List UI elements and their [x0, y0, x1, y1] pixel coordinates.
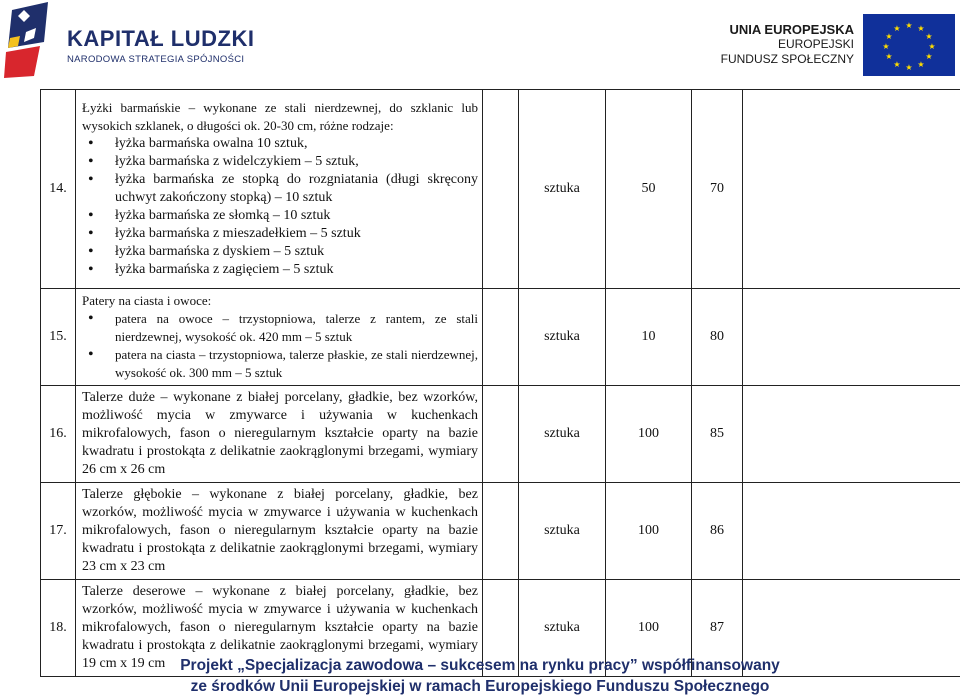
- empty-cell: [743, 386, 960, 483]
- unit-cell: sztuka: [519, 90, 606, 289]
- empty-cell: [483, 90, 519, 289]
- description-text: Patery na ciasta i owoce:: [82, 293, 212, 308]
- price-cell: 87: [692, 580, 743, 677]
- svg-text:★: ★: [917, 24, 925, 33]
- empty-cell: [743, 289, 960, 386]
- empty-cell: [483, 483, 519, 580]
- quantity-cell: 100: [606, 580, 692, 677]
- unit-cell: sztuka: [519, 289, 606, 386]
- quantity-cell: 50: [606, 90, 692, 289]
- price-cell: 86: [692, 483, 743, 580]
- row-number: 15.: [41, 289, 76, 386]
- item-description: [76, 483, 483, 580]
- eu-line-1: UNIA EUROPEJSKA: [729, 22, 854, 37]
- empty-cell: [483, 289, 519, 386]
- list-item: • łyżka barmańska z mieszadełkiem – 5 sztuk: [112, 225, 478, 243]
- svg-text:★: ★: [925, 52, 933, 61]
- specification-table: [40, 89, 960, 677]
- description-text: Łyżki barmańskie – wykonane ze stali nierdzewnej, do szklanic lub wysokich szklanek, o długości ok. 20-30 cm, różne rodzaje:: [82, 100, 478, 133]
- list-item: • łyżka barmańska owalna 10 sztuk,: [112, 135, 478, 153]
- logo-subtitle: NARODOWA STRATEGIA SPÓJNOŚCI: [67, 54, 245, 65]
- list-item: • łyżka barmańska z dyskiem – 5 sztuk: [112, 243, 478, 261]
- list-item: • łyżka barmańska ze słomką – 10 sztuk: [112, 207, 478, 225]
- svg-text:★: ★: [905, 63, 913, 72]
- description-text: Talerze duże – wykonane z białej porcelany, gładkie, bez wzorków, możliwość mycia w zmywarce i używania w kuchenkach mikrofalowych, fason o nieregularnym kształcie oparty na bazie kwadratu i prostokąta z delikatnie zaokrąglonymi brzegami, wymiary 26 cm x 26 cm: [82, 390, 478, 477]
- svg-text:★: ★: [928, 42, 936, 51]
- item-variant-list: [82, 310, 478, 382]
- empty-cell: [743, 483, 960, 580]
- eu-line-3: FUNDUSZ SPOŁECZNY: [720, 52, 854, 66]
- list-item: • patera na ciasta – trzystopniowa, talerze płaskie, ze stali nierdzewnej, wysokość ok. 300 mm – 5 sztuk: [112, 346, 478, 382]
- footer-line-2: ze środków Unii Europejskiej w ramach Europejskiego Funduszu Społecznego: [190, 678, 770, 695]
- item-description: [76, 90, 483, 289]
- eu-line-2: EUROPEJSKI: [777, 37, 854, 51]
- table-row: [41, 90, 960, 289]
- quantity-cell: 100: [606, 483, 692, 580]
- price-cell: 85: [692, 386, 743, 483]
- project-footer: [0, 655, 960, 697]
- list-item: • łyżka barmańska z zagięciem – 5 sztuk: [112, 261, 478, 279]
- svg-text:★: ★: [885, 32, 893, 41]
- eu-flag-icon: [863, 14, 955, 76]
- page-header: [0, 0, 960, 88]
- table-row: [41, 483, 960, 580]
- quantity-cell: 100: [606, 386, 692, 483]
- row-number: 17.: [41, 483, 76, 580]
- row-number: 16.: [41, 386, 76, 483]
- price-cell: 70: [692, 90, 743, 289]
- svg-text:★: ★: [885, 52, 893, 61]
- svg-text:★: ★: [893, 60, 901, 69]
- empty-cell: [743, 90, 960, 289]
- list-item: • patera na owoce – trzystopniowa, talerze z rantem, ze stali nierdzewnej, wysokość ok. 420 mm – 5 sztuk: [112, 310, 478, 346]
- svg-text:★: ★: [905, 21, 913, 30]
- unit-cell: sztuka: [519, 483, 606, 580]
- svg-text:★: ★: [882, 42, 890, 51]
- list-item: • łyżka barmańska z widelczykiem – 5 sztuk,: [112, 153, 478, 171]
- kapital-ludzki-logo: [4, 2, 62, 78]
- svg-text:★: ★: [893, 24, 901, 33]
- item-variant-list: [82, 135, 478, 279]
- eu-logo-text: [721, 22, 854, 67]
- table-row: [41, 289, 960, 386]
- description-text: Talerze deserowe – wykonane z białej porcelany, gładkie, bez wzorków, możliwość mycia w zmywarce i używania w kuchenkach mikrofalowych, fason o nieregularnym kształcie oparty na bazie kwadratu i prostokąta z delikatnie zaokrąglonymi brzegami, wymiary 19 cm x 19 cm: [82, 584, 478, 671]
- row-number: 14.: [41, 90, 76, 289]
- unit-cell: sztuka: [519, 386, 606, 483]
- price-cell: 80: [692, 289, 743, 386]
- description-text: Talerze głębokie – wykonane z białej porcelany, gładkie, bez wzorków, możliwość mycia w zmywarce i używania w kuchenkach mikrofalowych, fason o nieregularnym kształcie oparty na bazie kwadratu i prostokąta z delikatnie zaokrąglonymi brzegami, wymiary 23 cm x 23 cm: [82, 487, 478, 574]
- list-item: • łyżka barmańska ze stopką do rozgniatania (długi skręcony uchwyt zakończony stopką) – 10 sztuk: [112, 171, 478, 207]
- table-row: [41, 386, 960, 483]
- logo-title: KAPITAŁ LUDZKI: [67, 26, 255, 51]
- svg-text:★: ★: [917, 60, 925, 69]
- empty-cell: [483, 386, 519, 483]
- svg-text:★: ★: [925, 32, 933, 41]
- quantity-cell: 10: [606, 289, 692, 386]
- item-description: [76, 386, 483, 483]
- item-description: [76, 289, 483, 386]
- row-number: 18.: [41, 580, 76, 677]
- unit-cell: sztuka: [519, 580, 606, 677]
- footer-line-1: Projekt „Specjalizacja zawodowa – sukcesem na rynku pracy” współfinansowany: [180, 657, 780, 674]
